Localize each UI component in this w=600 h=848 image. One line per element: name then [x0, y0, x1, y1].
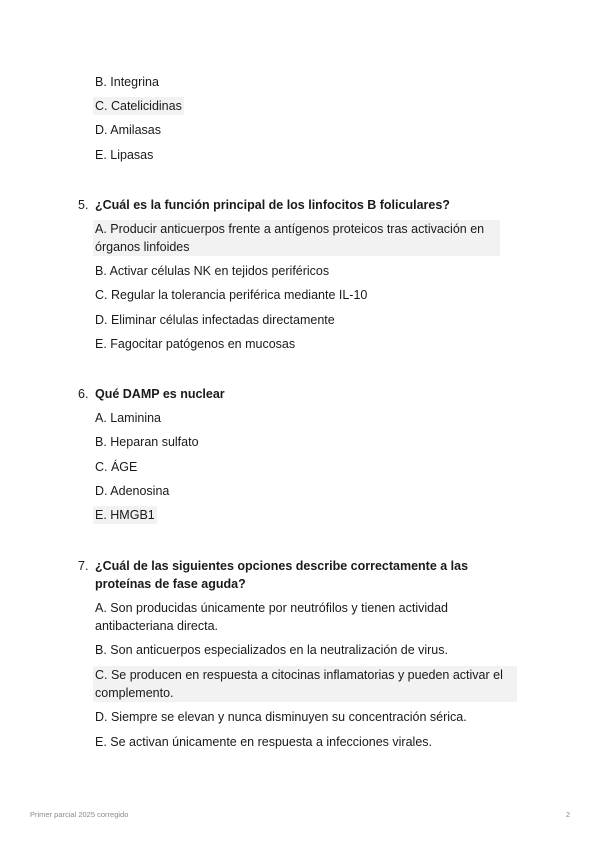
option-d: D. Eliminar células infectadas directamente — [95, 313, 335, 327]
option-b: B. Activar células NK en tejidos periféricos — [95, 264, 330, 278]
option-d: D. Adenosina — [95, 484, 170, 498]
question-text: ¿Cuál de las siguientes opciones describe correctamente a las proteínas de fase aguda? — [95, 559, 469, 591]
option-e: E. Fagocitar patógenos en mucosas — [95, 337, 296, 351]
footer-document-title: Primer parcial 2025 corregido — [30, 810, 129, 819]
option-d: D. Amilasas — [95, 123, 161, 137]
question-text: Qué DAMP es nuclear — [95, 387, 225, 401]
question-text: ¿Cuál es la función principal de los linfocitos B foliculares? — [95, 198, 450, 212]
question-number: 5. — [78, 198, 89, 212]
option-e: E. Lipasas — [95, 148, 154, 162]
option-a: A. Son producidas únicamente por neutrófilos y tienen actividad antibacteriana directa. — [95, 601, 448, 633]
option-c-highlighted: C. Catelicidinas — [95, 99, 182, 113]
option-a-highlighted: A. Producir anticuerpos frente a antígenos proteicos tras activación en órganos linfoides — [93, 220, 500, 256]
option-c: C. Regular la tolerancia periférica mediante IL-10 — [95, 288, 368, 302]
page-number: 2 — [565, 810, 570, 819]
option-c-highlighted: C. Se producen en respuesta a citocinas inflamatorias y pueden activar el complemento. — [93, 666, 517, 702]
option-b: B. Heparan sulfato — [95, 435, 199, 449]
question-number: 7. — [78, 559, 89, 573]
option-e-highlighted: E. HMGB1 — [95, 508, 155, 522]
option-b: B. Son anticuerpos especializados en la neutralización de virus. — [95, 643, 448, 657]
question-number: 6. — [78, 387, 89, 401]
option-e: E. Se activan únicamente en respuesta a infecciones virales. — [95, 735, 432, 749]
option-b: B. Integrina — [95, 75, 159, 89]
option-a: A. Laminina — [95, 411, 162, 425]
option-d: D. Siempre se elevan y nunca disminuyen su concentración sérica. — [95, 710, 467, 724]
option-c: C. ÁGE — [95, 460, 138, 474]
